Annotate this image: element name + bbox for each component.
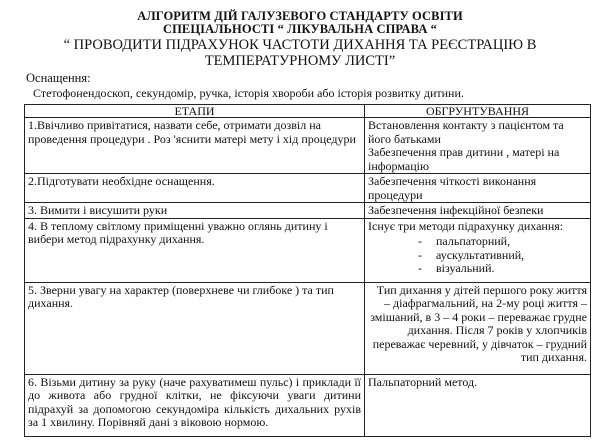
reason-cell [365, 374, 591, 436]
reason-text: Існує три методи підрахунку дихання: [368, 218, 564, 233]
stage-cell [25, 174, 365, 203]
stage-text: 3. Вимити і висушити руки [28, 203, 168, 217]
reason-cell [365, 174, 591, 203]
stage-text: 1.Ввічливо привітатися, назвати себе, отримати дозвіл на проведення процедури . Роз 'яснити матері мету і хід процедури [28, 118, 356, 146]
reason-text: Забезпечення прав дитини , матері на інформацію [368, 145, 560, 173]
methods-list [368, 235, 587, 276]
reason-text: Пальпаторний метод. [368, 374, 478, 389]
dash-bullet: - [418, 234, 422, 248]
reason-text: Тип дихання у дітей першого року життя – діафрагмальний, на 2-му році життя – змішаний, в 3 – 4 роки – переважає грудне дихання. Після 7 років у хлопчиків переважає черевний, у дівчаток – грудний тип дихання. [370, 282, 587, 364]
dash-bullet: - [418, 261, 422, 275]
reason-cell [365, 203, 591, 219]
algorithm-table [24, 104, 591, 437]
method-text: візуальний. [436, 261, 495, 275]
table-header-row [25, 105, 591, 118]
method-text: пальпаторний, [436, 234, 511, 248]
reason-text: Забезпечення інфекційної безпеки [368, 203, 544, 217]
reason-cell [365, 218, 591, 282]
stage-cell [25, 282, 365, 374]
method-text: аускультативний, [436, 247, 525, 262]
equipment-label: Оснащення: [26, 71, 91, 85]
table-row [25, 218, 591, 282]
list-item [418, 249, 587, 263]
equipment-list: Стетофонендоскоп, секундомір, ручка, історія хвороби або історія розвитку дитини. [33, 86, 464, 100]
document-title-line-2: СПЕЦІАЛЬНОСТІ “ ЛІКУВАЛЬНА СПРАВА “ [162, 22, 438, 36]
stage-cell [25, 118, 365, 174]
dash-bullet: - [418, 247, 422, 262]
document-title-line-1: АЛГОРИТМ ДІЙ ГАЛУЗЕВОГО СТАНДАРТУ ОСВІТИ [137, 9, 463, 23]
reason-text: Встановлення контакту з пацієнтом та його батьками [368, 118, 564, 146]
list-item [418, 235, 587, 249]
table-row [25, 174, 591, 203]
list-item [418, 262, 587, 276]
reason-cell [365, 118, 591, 174]
column-header-stages: ЕТАПИ [25, 105, 365, 118]
column-header-reasoning: ОБГРУНТУВАННЯ [365, 105, 591, 118]
table-row [25, 374, 591, 436]
table-row [25, 203, 591, 219]
reason-text: Забезпечення чіткості виконання процедури [368, 174, 537, 202]
stage-cell [25, 203, 365, 219]
stage-cell [25, 374, 365, 436]
stage-text: 2.Підготувати необхідне оснащення. [28, 174, 215, 188]
table-row [25, 118, 591, 174]
stage-text: 6. Візьми дитину за руку (наче рахуватимеш пульс) і приклади її до живота або грудної клітки, не фіксуючи уваги дитини підрахуй за допомогою секундоміра кількість дихальних рухів за 1 хвилину. Порівняй дані з віковою нормою. [28, 374, 361, 429]
table-row [25, 282, 591, 374]
stage-text: 4. В теплому світлому приміщенні уважно оглянь дитину і вибери метод підрахунку дихання. [28, 218, 328, 246]
reason-cell [365, 282, 591, 374]
stage-text: 5. Зверни увагу на характер (поверхневе чи глибоке ) та тип дихання. [28, 282, 334, 310]
procedure-title-line-1: “ ПРОВОДИТИ ПІДРАХУНОК ЧАСТОТИ ДИХАННЯ ТА РЕЄСТРАЦІЮ В [63, 37, 537, 53]
procedure-title-line-2: ТЕМПЕРАТУРНОМУ ЛИСТІ” [204, 53, 396, 69]
stage-cell [25, 218, 365, 282]
